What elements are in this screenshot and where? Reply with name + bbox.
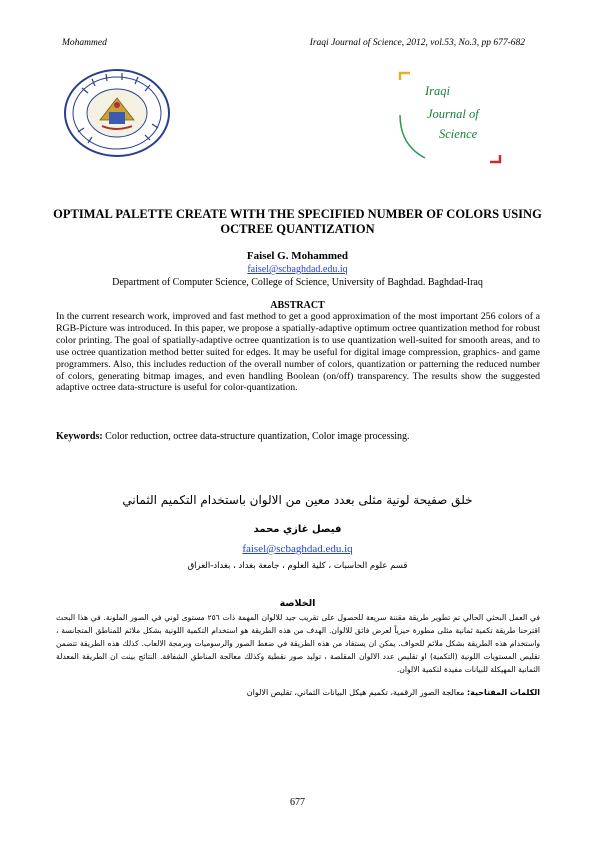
arabic-keywords-text: معالجة الصور الرقمية، تكميم هيكل البيانات الثماني، تقليص الالوان bbox=[246, 688, 467, 697]
arabic-abstract-heading: الخلاصة bbox=[279, 598, 316, 609]
journal-logo bbox=[395, 70, 505, 165]
university-seal-icon bbox=[62, 68, 172, 158]
arabic-title: خلق صفيحة لونية مثلى بعدد معين من الالوان باستخدام التكميم الثماني bbox=[122, 493, 473, 507]
author-affiliation: Department of Computer Science, College of Science, University of Baghdad. Baghdad-Iraq bbox=[112, 277, 483, 288]
author-email bbox=[0, 264, 595, 275]
paper-title: OPTIMAL PALETTE CREATE WITH THE SPECIFIED NUMBER OF COLORS USING OCTREE QUANTIZATION bbox=[53, 207, 542, 236]
author-email-link[interactable]: faisel@scbaghdad.edu.iq bbox=[247, 264, 348, 275]
arabic-author: فيصل غازي محمد bbox=[253, 524, 342, 535]
running-header-author: Mohammed bbox=[62, 38, 107, 48]
arabic-keywords bbox=[56, 688, 540, 697]
keywords-label: Keywords: bbox=[56, 431, 103, 442]
keywords-text: Color reduction, octree data-structure quantization, Color image processing. bbox=[102, 431, 410, 442]
abstract-heading: ABSTRACT bbox=[270, 300, 325, 311]
arabic-keywords-label: الكلمات المفتاحية: bbox=[466, 688, 540, 697]
keywords bbox=[56, 431, 540, 442]
journal-logo-line-3: Science bbox=[439, 127, 478, 141]
arabic-affiliation: قسم علوم الحاسبات ، كلية العلوم ، جامعة بغداد ، بغداد-العراق bbox=[187, 561, 408, 571]
arabic-email-link[interactable]: faisel@scbaghdad.edu.iq bbox=[242, 543, 353, 555]
arabic-email bbox=[0, 543, 595, 555]
running-header-journal: Iraqi Journal of Science, 2012, vol.53, No.3, pp 677-682 bbox=[309, 38, 525, 48]
author-name: Faisel G. Mohammed bbox=[246, 250, 349, 262]
page-number: 677 bbox=[290, 797, 305, 808]
journal-logo-line-1: Iraqi bbox=[425, 84, 450, 98]
abstract-text: In the current research work, improved and fast method to get a good approximation of the most important 256 colors of a RGB-Picture was introduced. In this paper, we propose a spatially-adaptive optimum octree quantization method for robust color printing. The goal of spatially-adaptive octree quantization is to use quantization well-suited for smooth areas, and to use octree quantization method better suited for edges. It may be useful for digital image compression, graphics- and game programmers. Also, this includes reduction of the overall number of colors, quantization or patterning the reduced number of colors, generating bitmap images, and even handling Boolean (on/off) transparency. The results show the suggested adaptive octree data-structure is useful for color-quantization. bbox=[56, 311, 540, 394]
journal-logo-line-2: Journal of bbox=[427, 107, 479, 121]
arabic-abstract-text: في العمل البحثي الحالي تم تطوير طريقة مقننة سريعة للحصول على تقريب جيد للالوان المهمة ذات ٢٥٦ مستوى لوني في الصور الملونة. في هذا البحث اقترحنا طريقة تكمية ثمانية مثلى مطورة حيزياً لعرض فائق للالوان. الهدف من هذه الطريقة هو استخدام التكمية اللونية بشكل ملائم للمناطق المتجانسة ، واستخدام هذه الطريقة بشكل ملائم للحواف. يمكن ان يستفاد من هذه الطريقة في ضغط الصور والرسوميات وبرمجة الالعاب. كذلك هذه الطريقة تتضمن تقليص المستويات اللونية (التكمية) او تقليص عدد الالوان المقلصة ، توليد صور نقطية وكذلك معالجة المناطق الشفافة. النتائج بينت ان الطريقة المعدلة الثمانية المهيكلة للبيانات مفيدة لتكمية الالوان. bbox=[56, 613, 541, 674]
